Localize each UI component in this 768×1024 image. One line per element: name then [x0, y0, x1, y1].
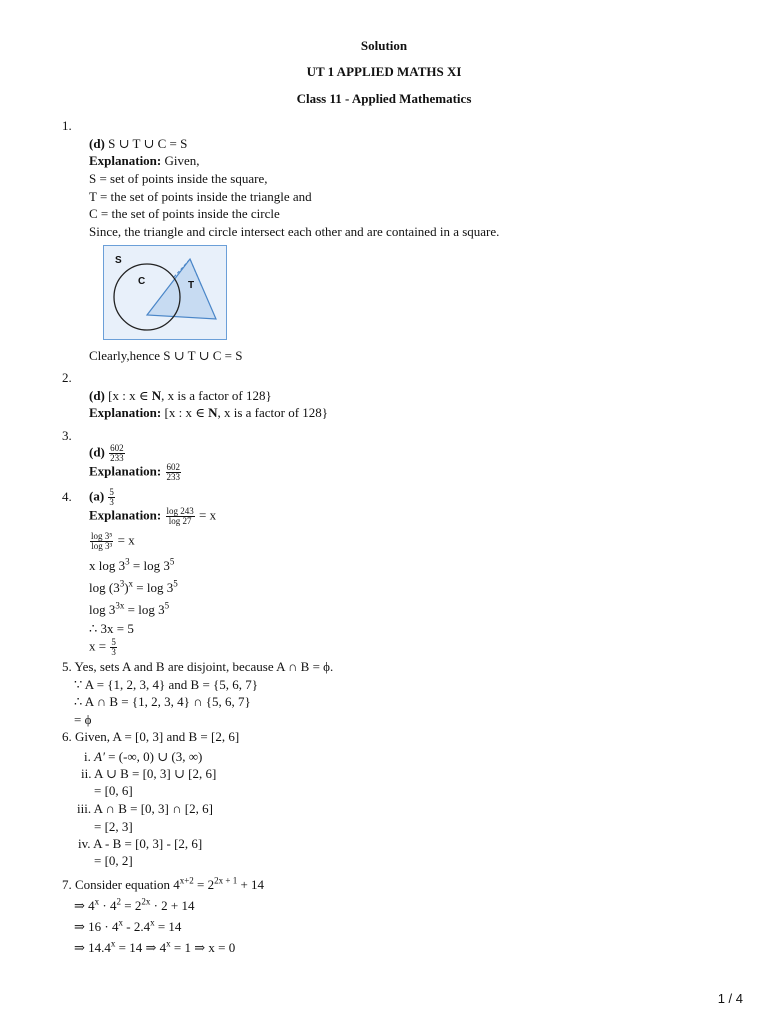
q6-item-ii [81, 766, 216, 782]
q4-step4 [89, 602, 169, 618]
page-number: 1 / 4 [717, 991, 743, 1006]
venn-label-s: S [115, 255, 122, 266]
q7-l1-sup2: 2x + 1 [214, 875, 238, 886]
q1-line4: Since, the triangle and circle intersect each other and are contained in a square. [89, 224, 500, 239]
q6-iv-label: iv. [78, 836, 91, 851]
q4-step6-a: x = [89, 638, 110, 654]
q1-answer [89, 136, 187, 152]
doc-subtitle: UT 1 APPLIED MATHS XI [306, 64, 462, 79]
q4-answer-label: (a) [89, 488, 105, 504]
q4-step6-num: 5 [111, 637, 116, 647]
q4-expl-den: log 27 [168, 516, 192, 526]
q4-step6-fraction [110, 638, 117, 657]
q7-l2-a: ⇒ 4 [74, 898, 95, 913]
q4-step2-sup2: 5 [169, 556, 175, 567]
q4-ans-den: 3 [109, 497, 114, 507]
q6-item-i [84, 749, 202, 765]
q7-l2-sup3: 2x [141, 896, 151, 907]
q6-ii-text: A ∪ B = [0, 3] ∪ [2, 6] [94, 766, 217, 781]
q2-explanation [89, 405, 328, 421]
q6-i-a: A′ [94, 749, 105, 764]
q3-answer-label: (d) [89, 444, 105, 460]
q1-line2: T = the set of points inside the triangle and [89, 189, 312, 204]
q5-line4: = ϕ [74, 712, 92, 727]
q1-line1: S = set of points inside the square, [89, 171, 268, 186]
q7-l2-sup1: x [94, 896, 100, 907]
q5-line1: 5. Yes, sets A and B are disjoint, because A ∩ B = ϕ. [62, 659, 334, 674]
q1-expl-label: Explanation: [89, 153, 162, 168]
q4-answer-fraction [108, 488, 115, 507]
q6-i-label: i. [84, 749, 91, 764]
q2-answer-bold: N [151, 388, 162, 403]
q3-answer [89, 444, 126, 463]
q7-l3-b: - 2.4 [122, 919, 151, 934]
q6-ii-label: ii. [81, 766, 92, 781]
q4-step1-fraction [90, 532, 113, 551]
q6-iv-text: A - B = [0, 3] - [2, 6] [93, 836, 203, 851]
q1-answer-label: (d) [89, 136, 105, 151]
q7-line3 [74, 919, 181, 935]
q1-line3: C = the set of points inside the circle [89, 206, 280, 221]
q4-step3-sup2: 5 [173, 578, 178, 589]
q4-step3-b: ) [124, 580, 129, 595]
q4-step1-tail: = x [114, 532, 135, 548]
q7-l4-sup2: x [166, 938, 171, 949]
q4-step4-b: = log 3 [124, 602, 165, 617]
q6-i-b: = (-∞, 0) ∪ (3, ∞) [104, 749, 203, 764]
q7-l4-c: = 1 ⇒ x = 0 [170, 940, 236, 955]
q3-frac-num: 602 [110, 443, 124, 453]
q2-answer-label: (d) [89, 388, 105, 403]
q4-expl-label: Explanation: [89, 507, 162, 523]
q7-l3-a: ⇒ 16 · 4 [74, 919, 119, 934]
q7-l4-a: ⇒ 14.4 [74, 940, 111, 955]
q2-expl-pre: [x : x ∈ [164, 405, 209, 420]
q4-step2-a: x log 3 [89, 558, 126, 573]
q3-frac-den: 233 [110, 453, 124, 463]
q4-expl-tail: = x [195, 507, 217, 523]
q4-step1 [89, 532, 135, 551]
q7-line2 [74, 898, 195, 914]
q4-step1-num: log 3⁵ [91, 531, 113, 541]
q4-step5: ∴ 3x = 5 [89, 621, 134, 636]
q6-iv-result: = [0, 2] [94, 853, 133, 868]
q7-l3-sup1: x [118, 917, 123, 928]
q3-expl-frac-den: 233 [166, 472, 180, 482]
q7-l2-c: = 2 [121, 898, 142, 913]
q4-step6-den: 3 [111, 647, 116, 657]
q2-expl-post: , x is a factor of 128} [217, 405, 329, 420]
q2-answer [89, 388, 272, 404]
q4-expl-num: log 243 [166, 506, 194, 516]
q6-iii-label: iii. [77, 801, 92, 816]
q7-l1-sup1: x+2 [179, 875, 194, 886]
q3-expl-fraction [166, 463, 182, 482]
q6-ii-result: = [0, 6] [94, 783, 133, 798]
q2-answer-post: , x is a factor of 128} [161, 388, 272, 403]
q4-step3-a: log (3 [89, 580, 120, 595]
q3-expl-label: Explanation: [89, 463, 162, 479]
q1-answer-text: S ∪ T ∪ C = S [108, 136, 188, 151]
q4-step1-den: log 3³ [91, 541, 113, 551]
q1-explanation [89, 153, 200, 169]
q2-answer-pre: [x : x ∈ [108, 388, 152, 403]
q4-step3 [89, 580, 178, 596]
q7-l2-b: · 4 [99, 898, 117, 913]
q4-explanation [89, 507, 216, 526]
q7-l1-a: 7. Consider equation 4 [62, 877, 180, 892]
q2-expl-bold: N [208, 405, 218, 420]
q2-number: 2. [62, 370, 72, 385]
q4-step6 [89, 638, 118, 657]
q4-step2 [89, 558, 174, 574]
venn-diagram [103, 245, 227, 340]
q4-answer [89, 488, 116, 507]
q1-expl-text: Given, [164, 153, 200, 168]
q4-step3-sup: 3 [119, 578, 125, 589]
q7-l3-sup2: x [150, 917, 155, 928]
q4-number: 4. [62, 489, 72, 504]
q4-step3-c: = log 3 [133, 580, 174, 595]
q4-step2-sup: 3 [125, 556, 130, 567]
class-line: Class 11 - Applied Mathematics [296, 91, 472, 106]
q7-l3-c: = 14 [154, 919, 182, 934]
q1-conclusion: Clearly,hence S ∪ T ∪ C = S [89, 348, 243, 363]
q5-line2: ∵ A = {1, 2, 3, 4} and B = {5, 6, 7} [74, 677, 259, 692]
q6-iii-result: = [2, 3] [94, 819, 133, 834]
q3-expl-frac-num: 602 [166, 462, 180, 472]
q4-step4-sup2: 5 [164, 600, 170, 611]
q7-line4 [74, 940, 235, 956]
q3-number: 3. [62, 428, 72, 443]
q6-iii-text: A ∩ B = [0, 3] ∩ [2, 6] [93, 801, 213, 816]
q7-l4-sup1: x [110, 938, 116, 949]
q1-number: 1. [62, 118, 72, 133]
q4-step4-a: log 3 [89, 602, 116, 617]
q7-l1-b: = 2 [193, 877, 215, 892]
q4-step2-b: = log 3 [129, 558, 170, 573]
q7-l2-sup2: 2 [116, 896, 121, 907]
venn-label-t: T [188, 280, 195, 291]
q7-l2-d: · 2 + 14 [150, 898, 195, 913]
q2-expl-label: Explanation: [89, 405, 162, 420]
q4-ans-num: 5 [109, 487, 114, 497]
q4-step3-supx: x [128, 578, 134, 589]
q6-item-iv [78, 836, 202, 852]
q5-line3: ∴ A ∩ B = {1, 2, 3, 4} ∩ {5, 6, 7} [74, 694, 251, 709]
doc-title: Solution [360, 38, 408, 53]
q3-answer-fraction [109, 444, 125, 463]
q4-step4-sup: 3x [115, 600, 125, 611]
q7-line1 [62, 877, 264, 893]
q6-item-iii [77, 801, 213, 817]
q7-l1-c: + 14 [237, 877, 265, 892]
q4-expl-fraction [166, 507, 195, 526]
q6-line1: 6. Given, A = [0, 3] and B = [2, 6] [62, 729, 240, 744]
venn-label-c: C [138, 276, 146, 287]
q3-explanation [89, 463, 182, 482]
q7-l4-b: = 14 ⇒ 4 [115, 940, 167, 955]
